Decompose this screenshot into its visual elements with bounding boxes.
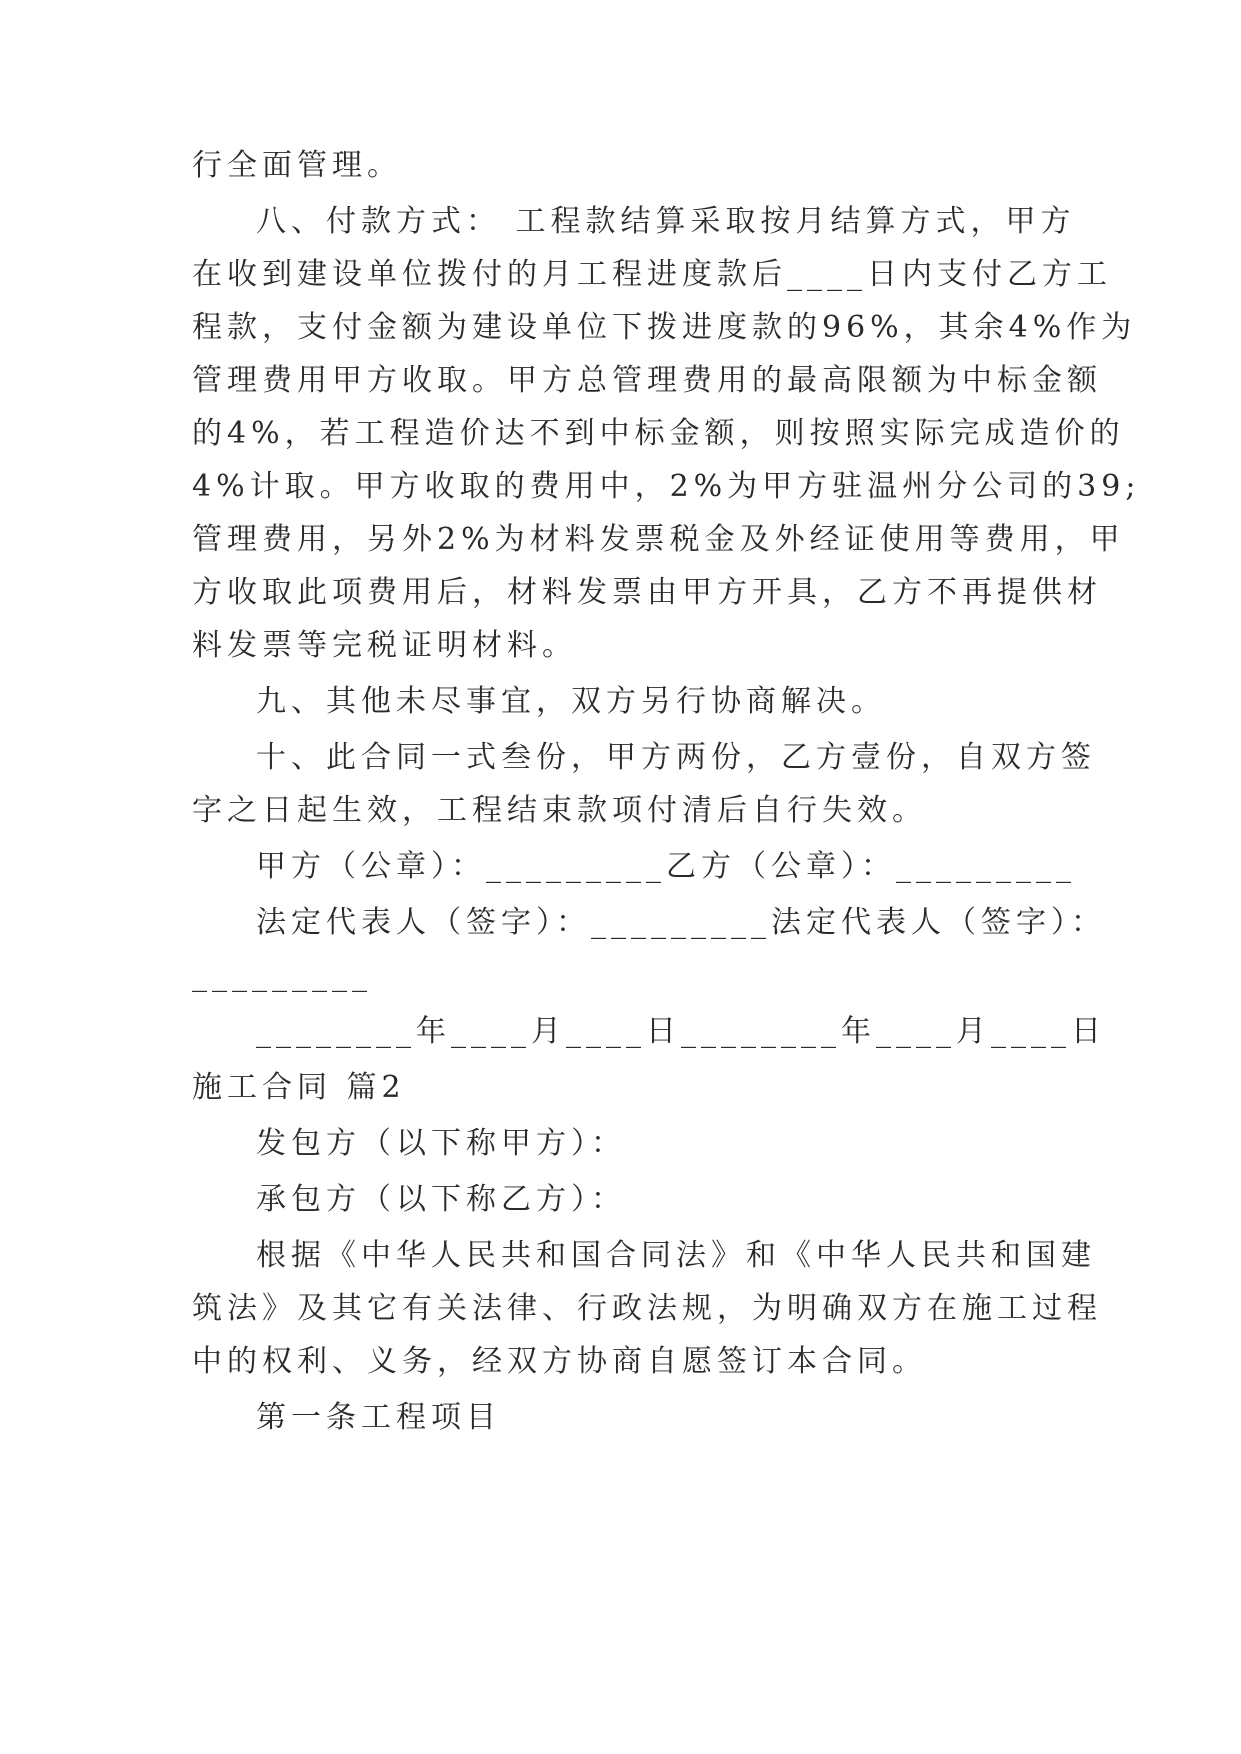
text-line: 九、其他未尽事宜，双方另行协商解决。: [256, 684, 886, 719]
section-heading: 施工合同 篇2: [192, 1070, 406, 1105]
text-line: 行全面管理。: [192, 148, 402, 183]
text-line: 中的权利、义务，经双方协商自愿签订本合同。: [192, 1344, 927, 1379]
date-line: ________年____月____日________年____月____日: [256, 1014, 1106, 1049]
text-line: 十、此合同一式叁份，甲方两份，乙方壹份，自双方签: [256, 740, 1096, 775]
text-line: 方收取此项费用后，材料发票由甲方开具，乙方不再提供材: [192, 575, 1102, 610]
text-line: 第一条工程项目: [256, 1400, 501, 1435]
text-line: 程款，支付金额为建设单位下拨进度款的96%，其余4%作为: [192, 310, 1137, 345]
text-line: 承包方（以下称乙方）：: [256, 1182, 626, 1217]
text-line: 管理费用甲方收取。甲方总管理费用的最高限额为中标金额: [192, 363, 1102, 398]
text-line: 管理费用，另外2%为材料发票税金及外经证使用等费用，甲: [192, 522, 1125, 557]
signature-blank: _________: [192, 958, 372, 993]
text-line: 根据《中华人民共和国合同法》和《中华人民共和国建: [256, 1238, 1096, 1273]
text-line: 筑法》及其它有关法律、行政法规，为明确双方在施工过程: [192, 1291, 1102, 1326]
text-line: 在收到建设单位拨付的月工程进度款后____日内支付乙方工: [192, 257, 1112, 292]
text-line: 八、付款方式： 工程款结算采取按月结算方式，甲方: [256, 204, 1076, 239]
text-line: 的4%，若工程造价达不到中标金额，则按照实际完成造价的: [192, 416, 1125, 451]
text-line: 4%计取。甲方收取的费用中，2%为甲方驻温州分公司的39;: [192, 469, 1141, 504]
text-line: 字之日起生效，工程结束款项付清后自行失效。: [192, 793, 927, 828]
signature-line-representative: 法定代表人（签字）：_________法定代表人（签字）：: [256, 905, 1106, 940]
text-line: 料发票等完税证明材料。: [192, 628, 577, 663]
signature-line-seal: 甲方（公章）：_________乙方（公章）：_________: [256, 849, 1076, 884]
text-line: 发包方（以下称甲方）：: [256, 1126, 626, 1161]
